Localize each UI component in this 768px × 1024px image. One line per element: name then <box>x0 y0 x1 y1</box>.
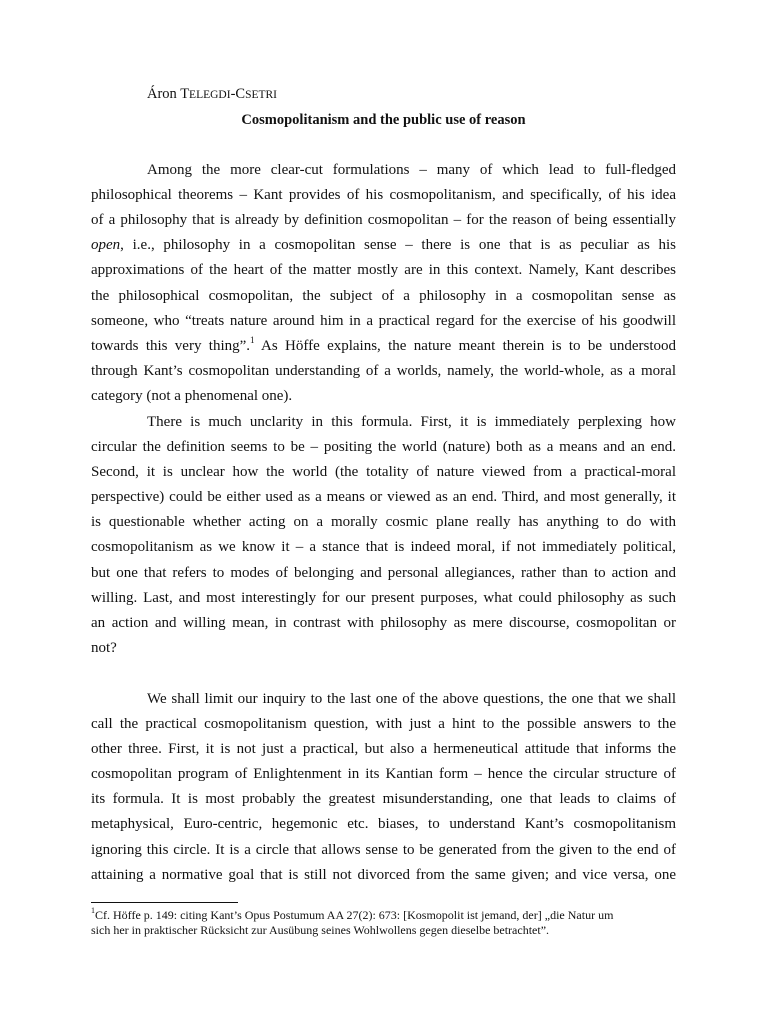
text-line: other three. First, it is not just a practical, but also a hermeneutical attitude that informs the <box>91 741 676 757</box>
text-line: cosmopolitan program of Enlightenment in its Kantian form – hence the circular structure of <box>91 766 676 782</box>
author-surname-part-2: SETRI <box>245 89 278 101</box>
text-line: is questionable whether acting on a morally cosmic plane really has anything to do with <box>91 514 676 530</box>
author-surname-initial-1: T <box>180 86 190 102</box>
text-line: Among the more clear-cut formulations – many of which lead to full-fledged <box>147 162 676 178</box>
text-line: approximations of the heart of the matter mostly are in this context. Namely, Kant describes <box>91 262 676 278</box>
text-line: perspective) could be either used as a means or viewed as an end. Third, and most generally, it <box>91 489 676 505</box>
footnote-number: 1 <box>91 906 95 915</box>
footnote-separator <box>91 902 238 903</box>
author-surname-initial-2: -C <box>230 86 246 102</box>
text-line: We shall limit our inquiry to the last one of the above questions, the one that we shall <box>147 691 676 707</box>
text-span: As Höffe explains, the nature meant therein is to be understood <box>254 338 676 354</box>
text-line: category (not a phenomenal one). <box>91 388 293 404</box>
text-line <box>91 235 676 255</box>
text-line: of a philosophy that is already by definition cosmopolitan – for the reason of being essentially <box>91 212 676 228</box>
text-line: philosophical theorems – Kant provides of his cosmopolitanism, and specifically, of his idea <box>91 187 676 203</box>
text-line: willing. Last, and most interestingly for our present purposes, what could philosophy as such <box>91 590 676 606</box>
text-span: towards this very thing”. <box>91 338 251 354</box>
footnote-line: sich her in praktischer Rücksicht zur Ausübung seines Wohlwollens gegen dieselbe betrachtet”. <box>91 923 550 937</box>
text-line: Second, it is unclear how the world (the totality of nature viewed from a practical-moral <box>91 464 676 480</box>
text-line: someone, who “treats nature around him in a practical regard for the exercise of his goodwill <box>91 313 676 329</box>
text-line: not? <box>91 640 117 656</box>
text-line: There is much unclarity in this formula. First, it is immediately perplexing how <box>147 414 676 430</box>
text-line: metaphysical, Euro-centric, hegemonic etc. biases, to understand Kant’s cosmopolitanism <box>91 816 676 832</box>
footnote-text: Cf. Höffe p. 149: citing Kant’s Opus Postumum AA 27(2): 673: [Kosmopolit ist jemand, der] „die Natur um <box>95 908 614 922</box>
text-line: the philosophical cosmopolitan, the subject of a philosophy in a cosmopolitan sense as <box>91 288 676 304</box>
text-line: call the practical cosmopolitanism question, with just a hint to the possible answers to the <box>91 716 676 732</box>
author-name <box>147 84 277 105</box>
text-line: but one that refers to modes of belonging and personal allegiances, rather than to action and <box>91 565 676 581</box>
text-line <box>91 336 676 356</box>
text-span: , i.e., philosophy in a cosmopolitan sense – there is one that is as peculiar as his <box>120 237 676 253</box>
text-line: circular the definition seems to be – positing the world (nature) both as a means and an end. <box>91 439 676 455</box>
paper-title: Cosmopolitanism and the public use of reason <box>241 112 526 128</box>
text-line: its formula. It is most probably the greatest misunderstanding, one that leads to claims of <box>91 791 676 807</box>
text-line: attaining a normative goal that is still not divorced from the same given; and vice versa, one <box>91 867 676 883</box>
text-line: ignoring this circle. It is a circle that allows sense to be generated from the given to the end of <box>91 842 676 858</box>
author-first-name: Áron <box>147 86 177 102</box>
text-line: an action and willing mean, in contrast with philosophy as mere discourse, cosmopolitan or <box>91 615 676 631</box>
author-surname-part-1: ELEGDI <box>189 89 231 101</box>
text-line: through Kant’s cosmopolitan understanding of a worlds, namely, the world-whole, as a moral <box>91 363 676 379</box>
footnote-line <box>91 908 676 923</box>
footnote-marker: 1 <box>250 335 255 345</box>
text-line: cosmopolitanism as we know it – a stance that is indeed moral, if not immediately political, <box>91 539 676 555</box>
emphasis-word: open <box>91 237 121 253</box>
